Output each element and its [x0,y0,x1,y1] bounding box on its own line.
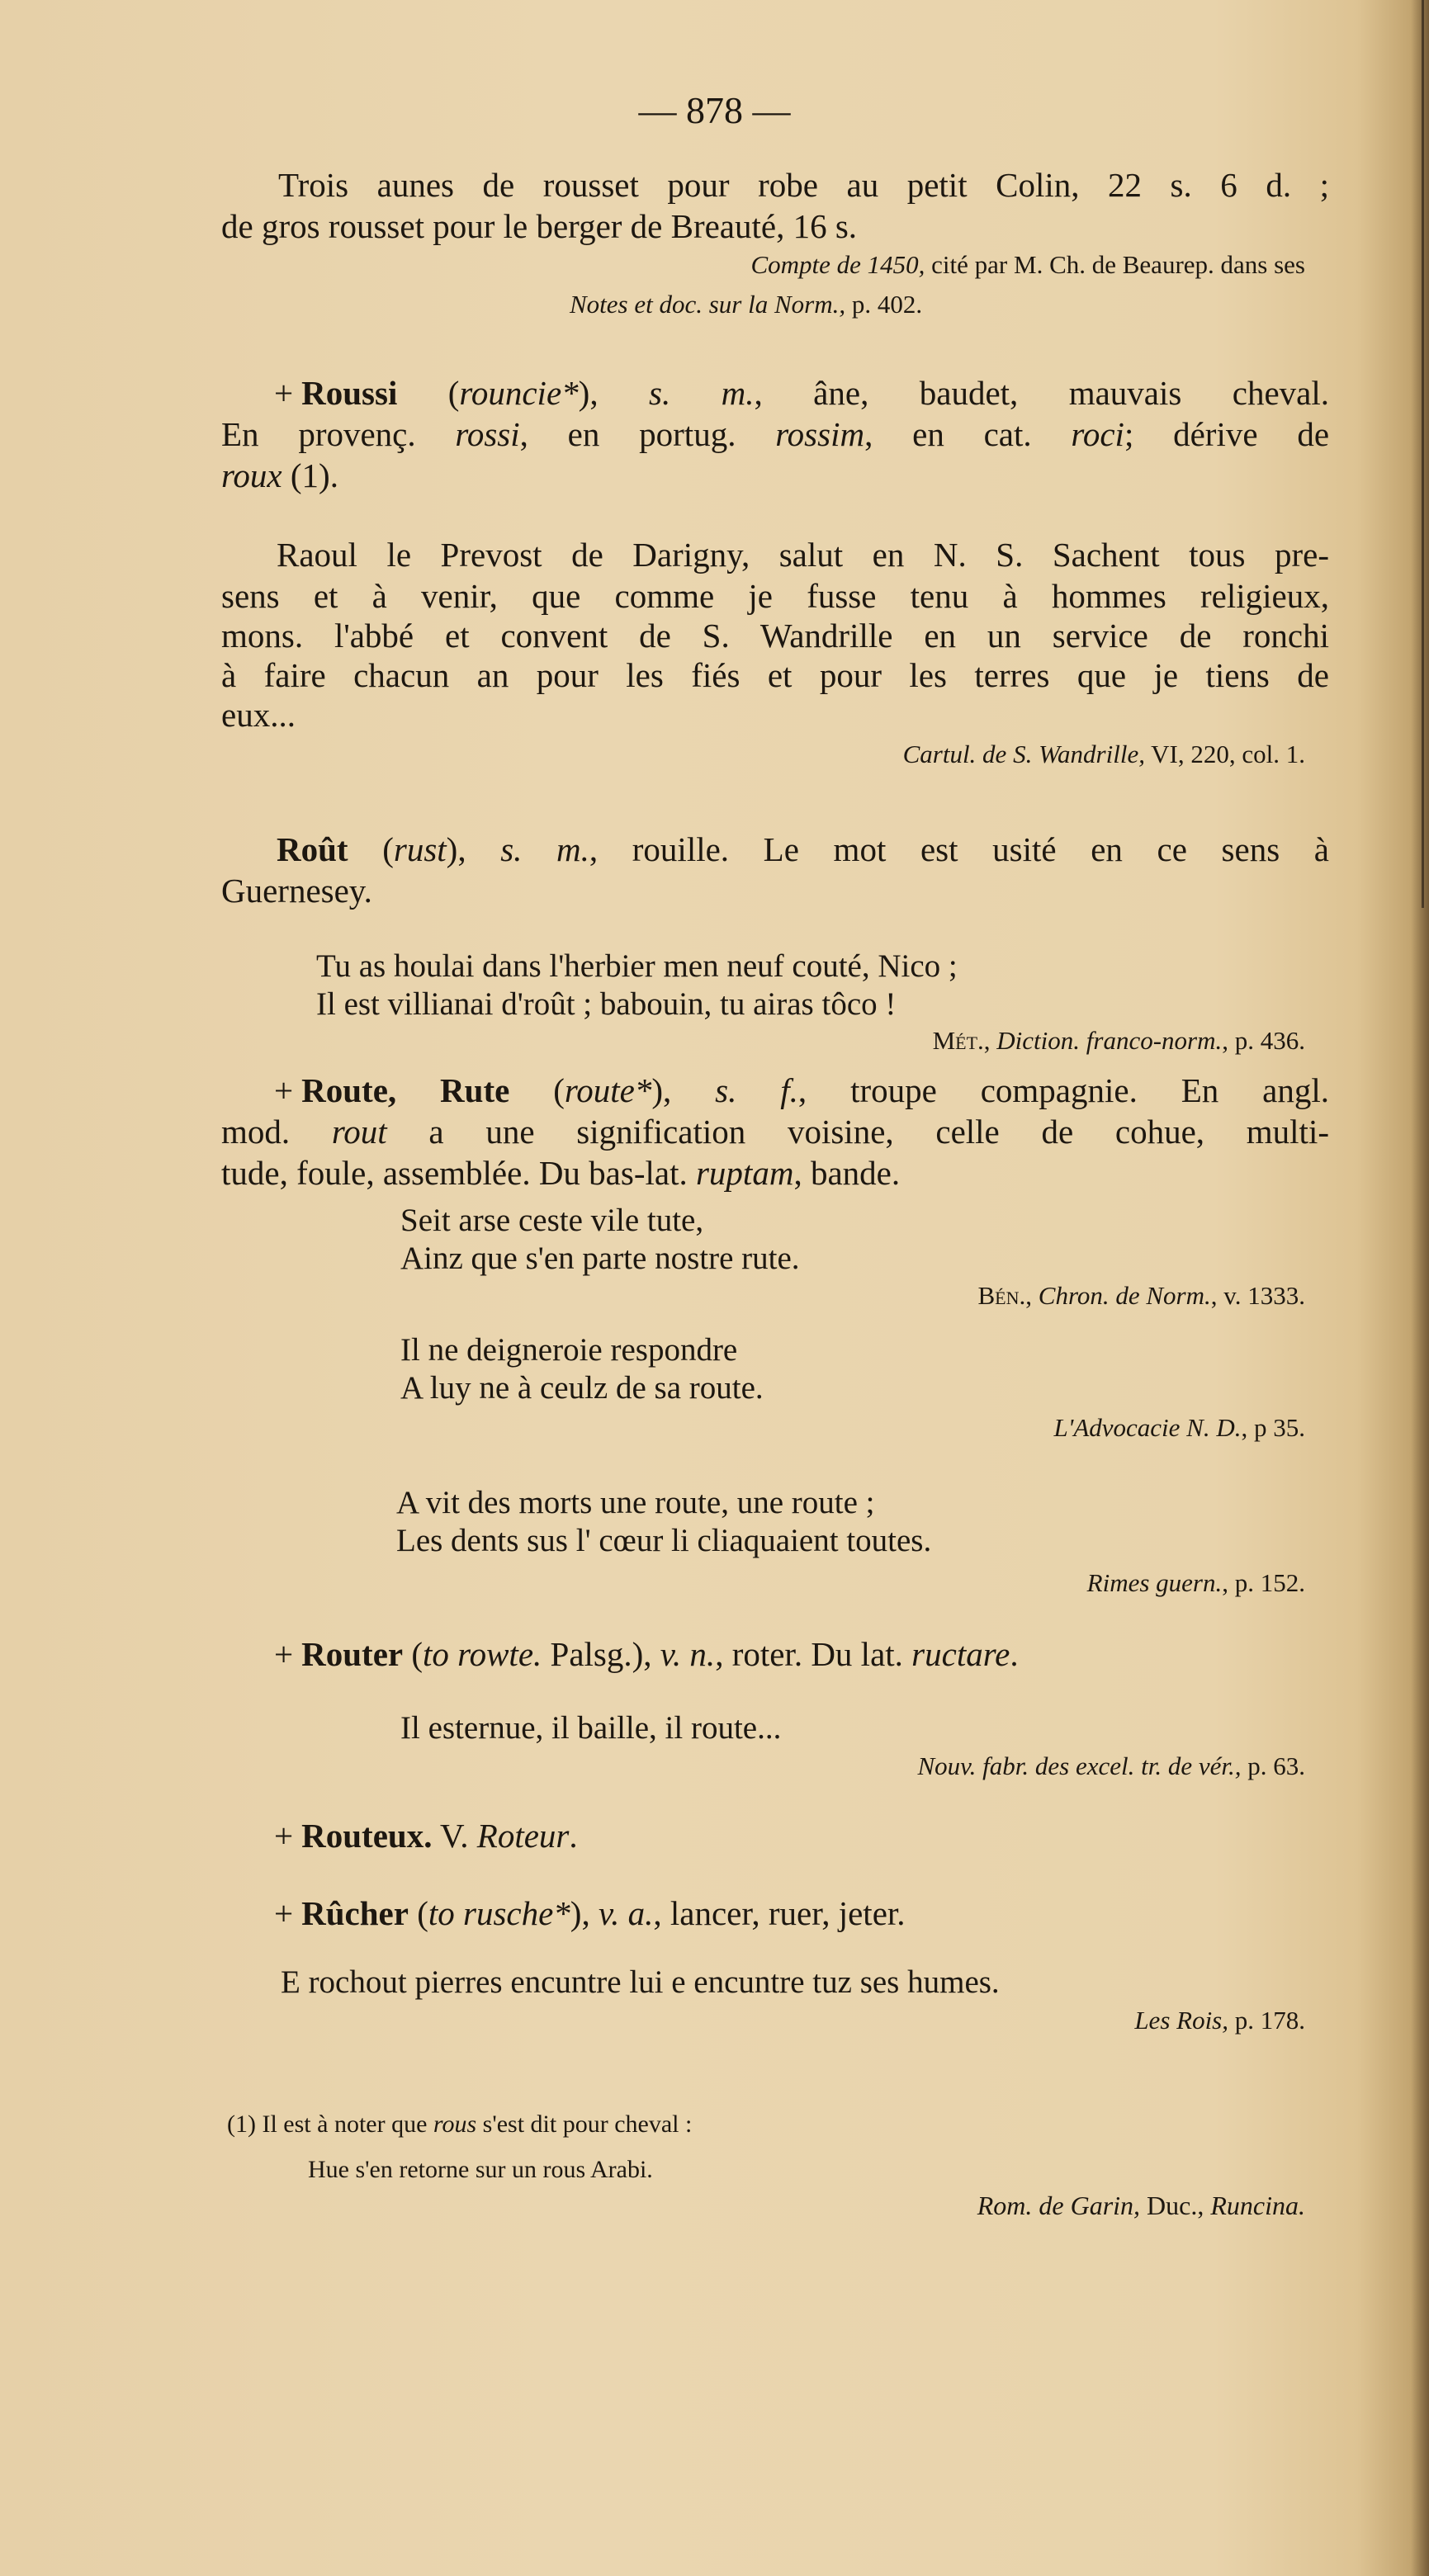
citation-text: , p. 152. [1222,1568,1305,1597]
etymology-source: Palsg. [542,1635,632,1673]
text-line [221,414,1329,454]
cross-mark-icon: + [274,1071,294,1109]
footnote-citation [977,2191,1305,2221]
citation-title: Notes et doc. sur la Norm., [570,290,846,319]
verse-line: Les dents sus l' cœur li cliaquaient toutes. [396,1523,932,1558]
citation [1087,1568,1305,1598]
etymology: rouncie* [459,374,579,412]
text: V. [432,1817,477,1855]
citation-text: VI, 220, col. 1. [1144,740,1305,768]
part-of-speech: s. f. [715,1071,798,1109]
text: tude, foule, assemblée. Du bas-lat. [221,1154,696,1192]
citation-text: cité par M. Ch. de Beaurep. dans ses [925,250,1305,279]
citation-title: Rimes guern. [1086,1568,1223,1597]
citation-author: Mét. [932,1026,984,1055]
text: , bande. [793,1154,901,1192]
quote-line: mons. l'abbé et convent de S. Wandrille en un service de ronchi [221,617,1329,655]
footnote [227,2105,692,2144]
citation-text: , v. 1333. [1210,1281,1305,1310]
citation-text: p. 63. [1241,1751,1305,1780]
text-line: Trois aunes de rousset pour robe au petit Colin, 22 s. 6 d. ; [278,166,1329,204]
word: rossim [775,415,865,453]
footnote-text: s'est dit pour cheval : [476,2110,693,2138]
entry-routeux [274,1816,578,1855]
text: mod. [221,1113,332,1151]
word: rous [433,2110,477,2138]
quote-line: à faire chacun an pour les fiés et pour les terres que je tiens de [221,656,1329,694]
quote-line: sens et à venir, que comme je fusse tenu à hommes religieux, [221,577,1329,615]
headword: Rûcher [301,1894,409,1932]
headword: Routeux. [301,1817,433,1855]
citation-text: , p. 436. [1222,1026,1305,1055]
entry-rucher: + Rûcher (to rusche*), v. a., lancer, ruer, jeter. [274,1894,906,1932]
text: , en cat. [864,415,1072,453]
word: roci [1071,415,1124,453]
citation-title: Chron. de Norm. [1038,1281,1211,1310]
text-line [221,1153,900,1193]
footnote-marker: (1) [227,2110,256,2138]
definition: , lancer, ruer, jeter. [653,1894,906,1932]
citation [1134,2006,1305,2035]
verse-line: A vit des morts une route, une route ; [396,1485,875,1520]
word: ruptam [695,1154,794,1192]
citation-title: L'Advocacie N. D. [1053,1413,1242,1442]
citation-title: Les Rois, [1134,2006,1228,2035]
word: rout [331,1113,387,1151]
entry-rout: Roût (rust), s. m., rouille. Le mot est usité en ce sens à [277,830,1329,868]
citation-title: Nouv. fabr. des excel. tr. de vér., [917,1751,1242,1780]
text: , en portug. [519,415,776,453]
verse-line: Il ne deigneroie respondre [400,1332,738,1368]
etymology: route* [564,1071,652,1109]
verse-line: Il est villianai d'roût ; babouin, tu airas tôco ! [316,986,897,1022]
text-line: de gros rousset pour le berger de Breauté, 16 s. [221,207,858,245]
citation-text: p. 178. [1228,2006,1305,2035]
citation-text: , p 35. [1241,1413,1305,1442]
text-line: Guernesey. [221,872,372,910]
word: ructare [911,1635,1010,1673]
part-of-speech: s. m. [500,830,589,868]
footnote-ref: (1). [282,456,338,494]
page-edge-line [1422,0,1424,908]
text: . [1010,1635,1019,1673]
book-spine-shadow [1411,0,1429,2576]
citation [903,740,1305,769]
page-number: — 878 — [638,89,791,131]
word: rossi [455,415,520,453]
citation [918,1751,1306,1781]
etymology: to rowte. [423,1635,542,1673]
footnote-verse: Hue s'en retorne sur un rous Arabi. [308,2156,653,2183]
entry-route: + Route, Rute (route*), s. f., troupe compagnie. En angl. [274,1071,1329,1109]
cross-mark-icon: + [274,1635,294,1673]
cross-reference: Roteur [476,1817,570,1855]
verse-line: Ainz que s'en parte nostre rute. [400,1241,800,1276]
text-line [221,1112,1329,1151]
headword: Roût [277,830,348,868]
part-of-speech: v. n. [660,1635,716,1673]
citation-title: Diction. franco-norm. [996,1026,1223,1055]
text: , [589,374,649,412]
footnote-text: Il est à noter que [255,2110,433,2138]
cross-mark-icon: + [274,1817,294,1855]
definition: , roter. Du lat. [715,1635,912,1673]
citation-title: Runcina. [1210,2191,1305,2220]
part-of-speech: s. m. [649,374,755,412]
entry-router: + Router (to rowte. Palsg.), v. n., roter. Du lat. ructare. [274,1635,1019,1673]
quote-line: Raoul le Prevost de Darigny, salut en N. S. Sachent tous pre- [277,536,1329,574]
text: a une signification voisine, celle de cohue, multi- [386,1113,1329,1151]
citation-author: Bén. [977,1281,1026,1310]
citation: Mét., Diction. franco-norm., p. 436. [932,1026,1305,1055]
citation-text: Duc., [1140,2191,1211,2220]
citation [570,285,922,324]
definition: , troupe compagnie. En angl. [797,1071,1329,1109]
headword: Router [301,1635,404,1673]
part-of-speech: v. a. [598,1894,654,1932]
verse-line: Seit arse ceste vile tute, [400,1203,704,1238]
definition: , âne, baudet, mauvais cheval. [754,374,1329,412]
headword: Route, Rute [301,1071,510,1109]
citation: Bén., Chron. de Norm., v. 1333. [977,1281,1305,1310]
citation-text: p. 402. [845,290,923,319]
etymology: rust [393,830,447,868]
verse-line: Tu as houlai dans l'herbier men neuf couté, Nico ; [316,948,958,984]
quote-line: E rochout pierres encuntre lui e encuntre tuz ses humes. [281,1964,1000,2000]
text: En provenç. [221,415,456,453]
citation-title: Rom. de Garin, [977,2191,1141,2220]
cross-mark-icon: + [274,374,294,412]
citation-title: Cartul. de S. Wandrille, [902,740,1145,768]
entry-roussi: + Roussi (rouncie*), s. m., âne, baudet, mauvais cheval. [274,374,1329,412]
word: roux [221,456,282,494]
citation [1053,1413,1305,1443]
verse-line: Il esternue, il baille, il route... [400,1710,782,1746]
verse-line: A luy ne à ceulz de sa route. [400,1370,764,1406]
text-line [221,456,338,495]
definition: , rouille. Le mot est usité en ce sens à [589,830,1329,868]
cross-mark-icon: + [274,1894,294,1932]
citation-title: Compte de 1450, [750,250,925,279]
etymology: to rusche* [428,1894,570,1932]
citation [750,250,1305,280]
text: ; dérive de [1124,415,1330,453]
quote-line: eux... [221,696,296,734]
headword: Roussi [301,374,398,412]
text: . [569,1817,578,1855]
